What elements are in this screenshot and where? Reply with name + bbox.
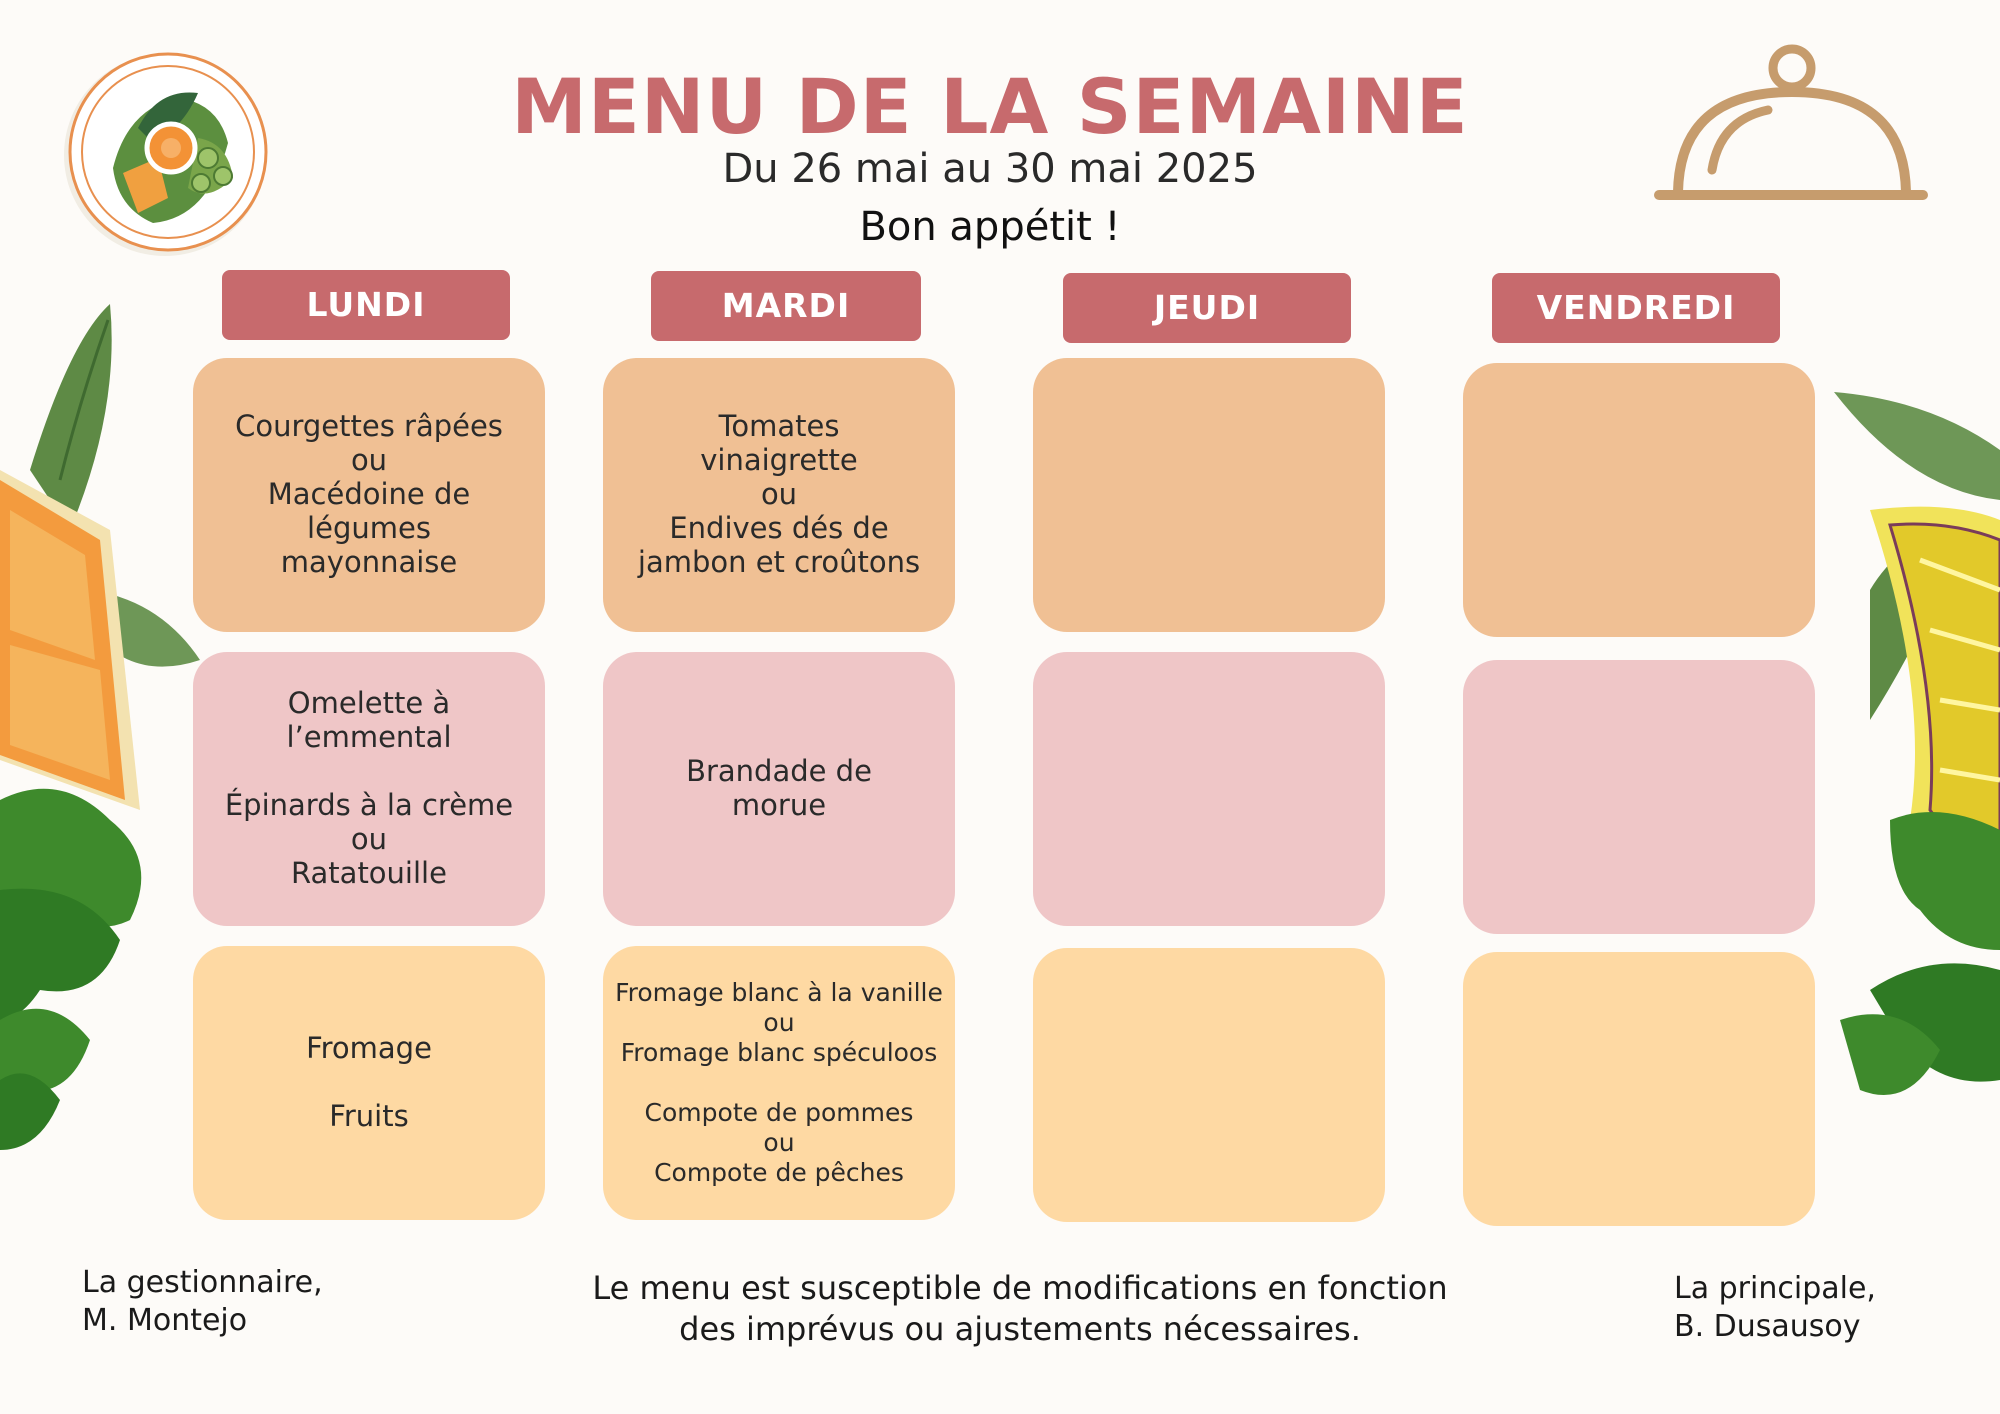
page-title: MENU DE LA SEMAINE	[511, 62, 1469, 151]
lemon-slice-icon	[1830, 390, 2000, 1260]
greeting: Bon appétit !	[859, 204, 1121, 250]
signature-gestionnaire: La gestionnaire, M. Montejo	[82, 1265, 323, 1339]
menu-cell-entree-mardi	[603, 358, 955, 632]
menu-text: Tomates vinaigrette ou Endives dés de jambon et croûtons	[637, 409, 921, 579]
menu-text: Brandade de morue	[686, 754, 872, 822]
menu-text: Courgettes râpées ou Macédoine de légumes mayonnaise	[235, 409, 503, 579]
menu-cell-plat-jeudi	[1033, 652, 1385, 926]
day-header-lundi: LUNDI	[222, 270, 510, 340]
menu-cell-plat-lundi	[193, 652, 545, 926]
day-header-mardi: MARDI	[651, 271, 921, 341]
menu-cell-dessert-vendredi	[1463, 952, 1815, 1226]
orange-slice-icon	[0, 300, 210, 1160]
day-header-vendredi: VENDREDI	[1492, 273, 1780, 343]
menu-cell-entree-lundi	[193, 358, 545, 632]
menu-cell-entree-jeudi	[1033, 358, 1385, 632]
menu-cell-entree-vendredi	[1463, 363, 1815, 637]
menu-cell-plat-vendredi	[1463, 660, 1815, 934]
menu-text: Fromage blanc à la vanille ou Fromage blanc spéculoos Compote de pommes ou Compote de pêches	[615, 978, 943, 1187]
menu-cell-plat-mardi	[603, 652, 955, 926]
signature-principale: La principale, B. Dusausoy	[1674, 1271, 1876, 1345]
menu-cell-dessert-jeudi	[1033, 948, 1385, 1222]
day-header-jeudi: JEUDI	[1063, 273, 1351, 343]
menu-cell-dessert-lundi	[193, 946, 545, 1220]
menu-cell-dessert-mardi	[603, 946, 955, 1220]
disclaimer-note: Le menu est susceptible de modifications en fonction des imprévus ou ajustements nécessaires.	[592, 1269, 1448, 1348]
menu-text: Omelette à l’emmental Épinards à la crème ou Ratatouille	[224, 686, 514, 890]
date-range: Du 26 mai au 30 mai 2025	[722, 146, 1258, 192]
menu-text: Fromage Fruits	[306, 1031, 432, 1133]
